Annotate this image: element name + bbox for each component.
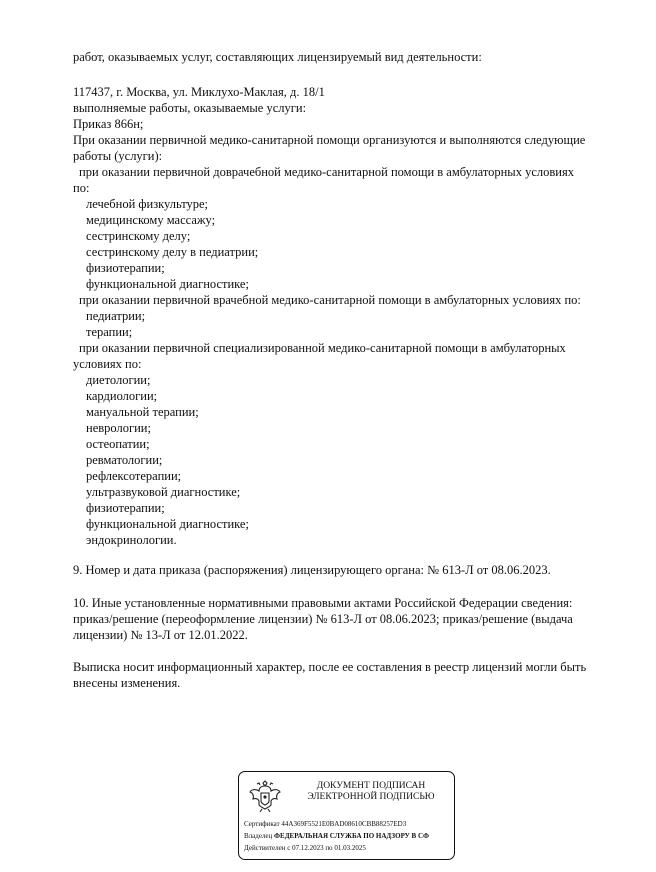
text-line: работы (услуги): [73, 149, 163, 163]
list-item: неврологии; [86, 421, 151, 435]
list-item: терапии; [86, 325, 133, 339]
certificate-value: 44A369F5521E0BAD08610CBB88257ED3 [281, 820, 407, 828]
stamp-title-line2: ЭЛЕКТРОННОЙ ПОДПИСЬЮ [307, 792, 435, 802]
list-item: диетологии; [86, 373, 151, 387]
text-line: 9. Номер и дата приказа (распоряжения) лицензирующего органа: № 613-Л от 08.06.2023. [73, 563, 551, 577]
list-item: рефлексотерапии; [86, 469, 182, 483]
list-item: физиотерапии; [86, 261, 165, 275]
text-line: при оказании первичной врачебной медико-санитарной помощи в амбулаторных условиях по: [79, 293, 581, 307]
owner-label: Владелец [244, 832, 273, 840]
list-item: кардиологии; [86, 389, 158, 403]
valid-from: 07.12.2023 [292, 844, 324, 852]
text-line: работ, оказываемых услуг, составляющих лицензируемый вид деятельности: [73, 50, 482, 64]
list-item: мануальной терапии; [86, 405, 199, 419]
list-item: функциональной диагностике; [86, 517, 249, 531]
text-line: по: [73, 181, 90, 195]
list-item: медицинскому массажу; [86, 213, 216, 227]
text-line: Приказ 866н; [73, 117, 144, 131]
stamp-title-line1: ДОКУМЕНТ ПОДПИСАН [316, 781, 426, 791]
text-line: выполняемые работы, оказываемые услуги: [73, 101, 307, 115]
stamp-owner [244, 832, 429, 841]
list-item: сестринскому делу; [86, 229, 191, 243]
text-line: 10. Иные установленные нормативными правовыми актами Российской Федерации сведения: [73, 596, 573, 610]
text-line: условиях по: [73, 357, 142, 371]
text-line: при оказании первичной специализированной медико-санитарной помощи в амбулаторных [79, 341, 566, 355]
text-line: При оказании первичной медико-санитарной помощи организуются и выполняются следующие [73, 133, 586, 147]
list-item: эндокринологии. [86, 533, 177, 547]
certificate-label: Сертификат [244, 820, 280, 828]
stamp-certificate [244, 820, 406, 829]
list-item: сестринскому делу в педиатрии; [86, 245, 259, 259]
list-item: ревматологии; [86, 453, 163, 467]
text-line: лицензии) № 13-Л от 12.01.2022. [73, 628, 248, 642]
valid-label: Действителен с [244, 844, 291, 852]
list-item: лечебной физкультуре; [86, 197, 209, 211]
text-line: внесены изменения. [73, 676, 181, 690]
owner-value: ФЕДЕРАЛЬНАЯ СЛУЖБА ПО НАДЗОРУ В СФ [274, 832, 430, 840]
electronic-signature-stamp [238, 771, 455, 860]
valid-sep: по [325, 844, 333, 852]
text-line: Выписка носит информационный характер, после ее составления в реестр лицензий могли быть [73, 660, 587, 674]
stamp-validity [244, 844, 366, 853]
list-item: физиотерапии; [86, 501, 165, 515]
text-line: приказ/решение (переоформление лицензии) № 613-Л от 08.06.2023; приказ/решение (выдача [73, 612, 573, 626]
coat-of-arms-icon [247, 779, 283, 815]
list-item: функциональной диагностике; [86, 277, 249, 291]
list-item: остеопатии; [86, 437, 150, 451]
list-item: ультразвуковой диагностике; [86, 485, 241, 499]
text-line: при оказании первичной доврачебной медико-санитарной помощи в амбулаторных условиях [79, 165, 574, 179]
valid-to: 01.03.2025 [334, 844, 366, 852]
text-line: 117437, г. Москва, ул. Миклухо-Маклая, д. 18/1 [73, 85, 325, 99]
list-item: педиатрии; [86, 309, 146, 323]
